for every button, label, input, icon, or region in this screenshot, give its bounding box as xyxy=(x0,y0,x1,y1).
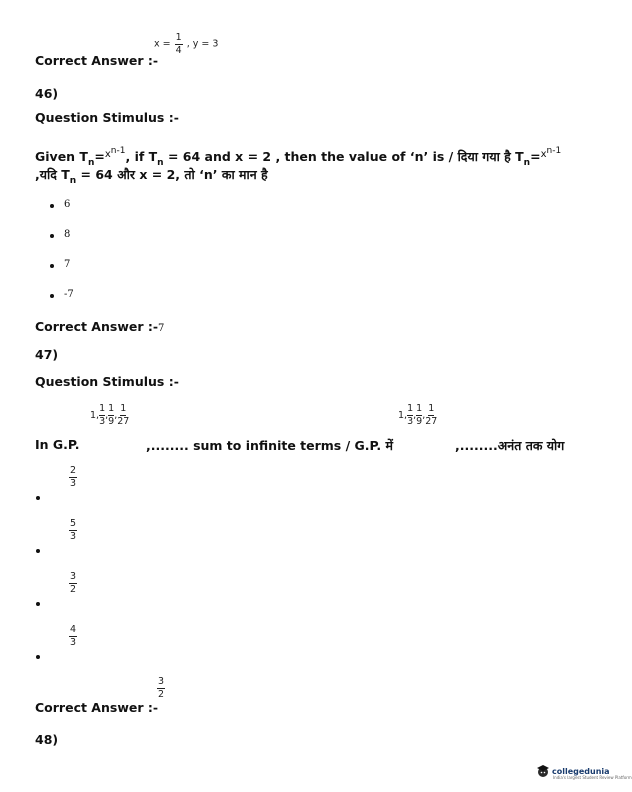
q47-correct-label: Correct Answer :- xyxy=(35,700,159,715)
q47-opt3-num: 3 xyxy=(70,571,77,582)
q46-correct-label: Correct Answer :- xyxy=(35,319,159,334)
q46-question-line2 xyxy=(35,166,268,186)
q47-option-3[interactable] xyxy=(68,572,78,594)
q46-sub-n: n xyxy=(87,158,95,168)
seq-den: 9 xyxy=(416,415,423,427)
q46-text-given: Given T xyxy=(35,149,88,164)
seq-den: 27 xyxy=(425,415,438,427)
q46-option-2[interactable]: 8 xyxy=(64,229,71,240)
seq-num: 1 xyxy=(108,403,115,414)
q46-bullet-1 xyxy=(50,204,54,208)
q46-eq-2: = xyxy=(530,149,541,164)
q46-option-4[interactable]: -7 xyxy=(64,289,74,300)
q47-opt3-den: 2 xyxy=(70,583,77,595)
q46-sub-n-2: n xyxy=(157,158,164,168)
q46-x-2: x xyxy=(540,149,547,160)
q46-correct-answer xyxy=(35,316,164,335)
q47-sequence-right: 1, $\frac{1}{3}$ , $\frac{1}{9}$ , $\frac{1}{27}$ xyxy=(398,403,438,427)
q47-correct-num: 3 xyxy=(158,676,165,687)
q47-option-1[interactable] xyxy=(68,466,78,488)
q46-question-line1 xyxy=(35,146,562,168)
graduation-cap-icon xyxy=(536,764,550,778)
q46-sub-n-4: n xyxy=(69,176,77,186)
q46-text-hindi-a: ,यदि T xyxy=(35,167,70,182)
q45-frac-den: 4 xyxy=(175,44,182,56)
q47-correct-den: 2 xyxy=(158,688,165,700)
q46-sub-n-3: n xyxy=(523,158,531,168)
q45-x-label: x = xyxy=(154,38,171,50)
q45-answer-math xyxy=(154,33,218,55)
q46-bullet-2 xyxy=(50,234,54,238)
q46-correct-value: 7 xyxy=(158,323,165,334)
q45-correct-label: Correct Answer :- xyxy=(35,53,159,68)
q47-bullet-3 xyxy=(36,602,40,606)
seq-den: 27 xyxy=(117,415,130,427)
q47-bullet-1 xyxy=(36,496,40,500)
q47-correct-value xyxy=(156,677,166,699)
q47-opt4-den: 3 xyxy=(70,636,77,648)
q47-opt2-num: 5 xyxy=(70,518,77,529)
q47-opt1-num: 2 xyxy=(70,465,77,476)
seq-num: 1 xyxy=(407,403,414,414)
q47-bullet-2 xyxy=(36,549,40,553)
seq-first: 1, xyxy=(90,409,100,421)
q46-text-hindi-b: = 64 और x = 2, तो ‘n’ का मान है xyxy=(76,167,268,182)
seq-num: 1 xyxy=(99,403,106,414)
seq-den: 3 xyxy=(99,415,106,427)
q46-x: x xyxy=(104,149,111,160)
q47-stimulus-label: Question Stimulus :- xyxy=(35,374,179,389)
q47-opt4-num: 4 xyxy=(70,624,77,635)
q47-option-2[interactable] xyxy=(68,519,78,541)
seq-frac-3 xyxy=(425,404,437,426)
seq-num: 1 xyxy=(416,403,423,414)
q48-number: 48) xyxy=(35,732,59,747)
q47-opt1-den: 3 xyxy=(70,477,77,489)
q46-option-1[interactable]: 6 xyxy=(64,199,71,210)
q46-text-if: , if T xyxy=(125,149,158,164)
q47-bullet-4 xyxy=(36,655,40,659)
q46-exp-2: n-1 xyxy=(546,146,562,156)
q46-number: 46) xyxy=(35,86,59,101)
q46-exp: n-1 xyxy=(110,146,126,156)
seq-first: 1, xyxy=(398,409,408,421)
q45-rest: , y = 3 xyxy=(186,38,219,50)
q46-stimulus-label: Question Stimulus :- xyxy=(35,110,179,125)
logo-tagline: India's largest Student Review Platform xyxy=(553,775,632,780)
q46-bullet-4 xyxy=(50,294,54,298)
q45-fraction xyxy=(175,33,183,55)
q47-opt2-den: 3 xyxy=(70,530,77,542)
q47-sequence-left: 1, $\frac{1}{3}$ , $\frac{1}{9}$ , $\frac{1}{27}$ xyxy=(90,403,130,427)
q47-option-4[interactable] xyxy=(68,625,78,647)
q46-eq: = xyxy=(94,149,105,164)
q46-text-cond: = 64 and x = 2 , then the value of ‘n’ is / दिया गया है T xyxy=(163,149,524,164)
seq-frac-3 xyxy=(117,404,129,426)
q47-number: 47) xyxy=(35,347,59,362)
q47-text-hindi: ,........अनंत तक योग xyxy=(455,438,565,453)
q45-frac-num: 1 xyxy=(175,32,182,43)
seq-den: 3 xyxy=(407,415,414,427)
q46-option-3[interactable]: 7 xyxy=(64,259,71,270)
seq-den: 9 xyxy=(108,415,115,427)
q47-text-ingp: In G.P. xyxy=(35,437,80,452)
logo-name: collegedunia xyxy=(552,766,610,776)
q47-text-sum: ,........ sum to infinite terms / G.P. में xyxy=(146,438,393,453)
seq-num: 1 xyxy=(120,403,127,414)
collegedunia-logo xyxy=(536,764,632,780)
q46-bullet-3 xyxy=(50,264,54,268)
seq-num: 1 xyxy=(428,403,435,414)
